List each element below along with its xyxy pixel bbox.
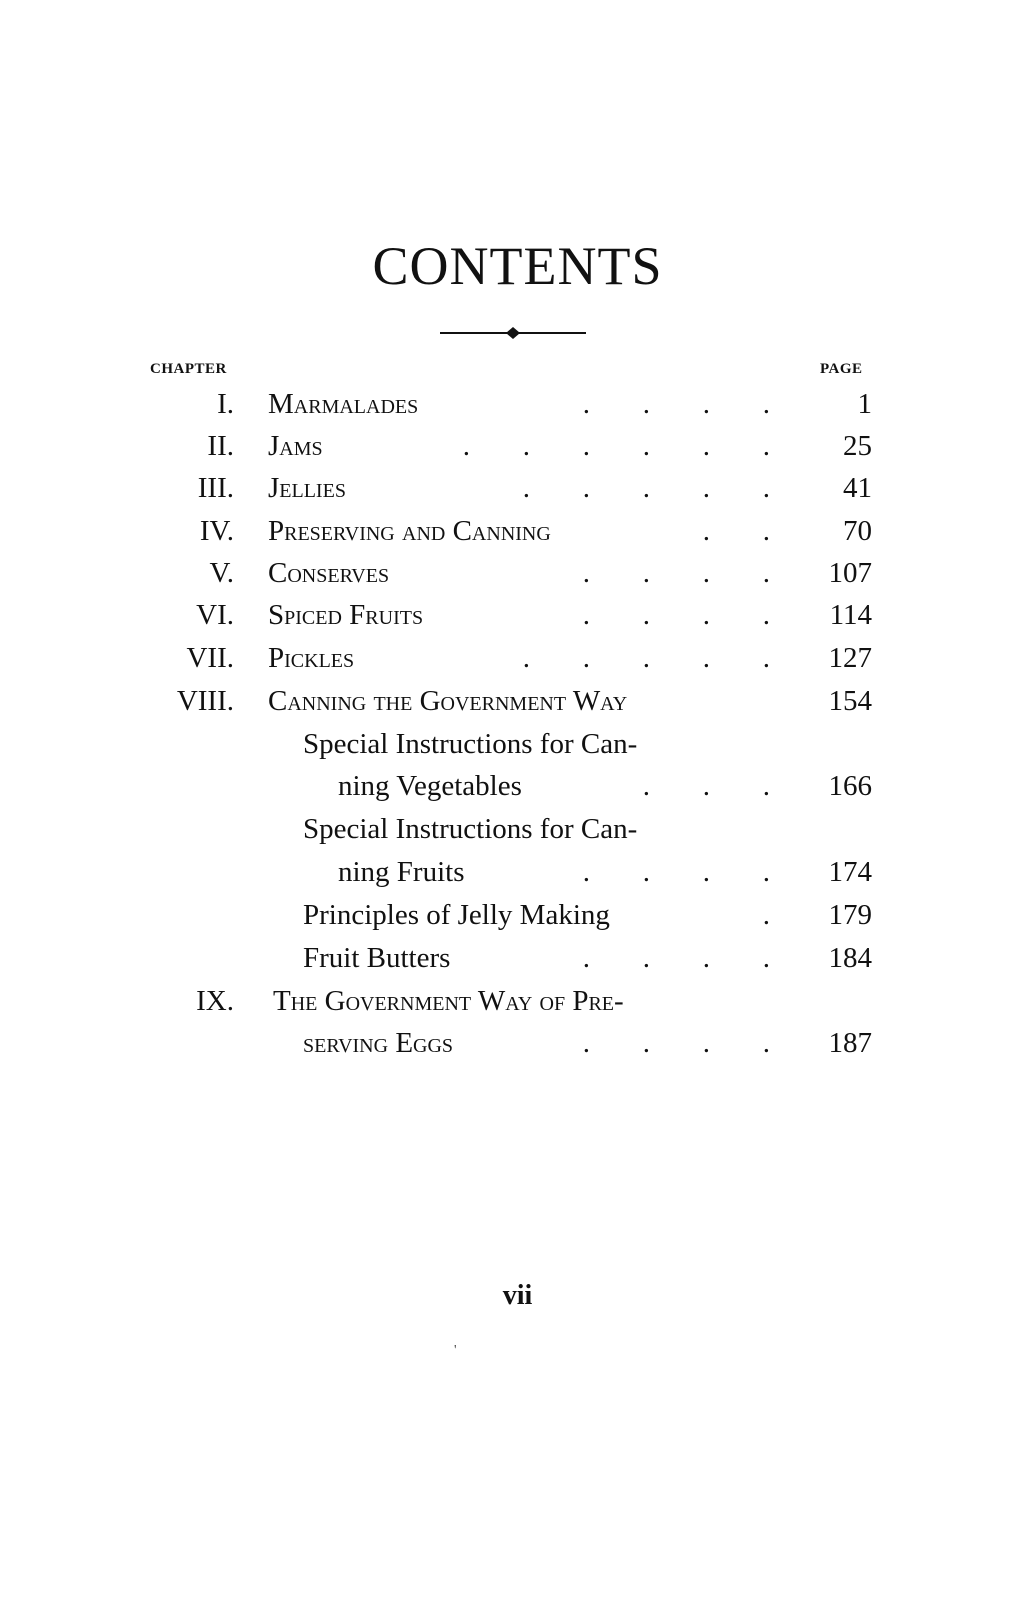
toc-subentry-continued [0,851,1035,893]
chapter-number: VII. [186,642,234,674]
chapter-title: Jellies [268,472,346,504]
toc-subentry [0,894,1035,936]
chapter-title: Jams [268,430,323,462]
subentry-title-line1: Principles of Jelly Making [303,899,610,931]
subentry-title-line1: Fruit Butters [303,942,451,974]
chapter-number: IV. [199,515,234,547]
page-number: 187 [828,1027,872,1059]
chapter-number: VIII. [176,685,234,717]
toc-entry [0,467,1035,509]
toc-subentry [0,808,1035,850]
page-number: 41 [843,472,872,504]
toc-subentry-continued [0,765,1035,807]
leader-dots: . . [702,515,770,547]
subentry-title-line2: ning Vegetables [338,770,522,802]
toc-entry [0,637,1035,679]
leader-dots: . . . . [582,1027,770,1059]
page-number: 25 [843,430,872,462]
chapter-number: IX. [196,985,234,1017]
scan-speck: ' [454,1343,457,1358]
toc-entry [0,510,1035,552]
subentry-title-line1: Special Instructions for Can- [303,728,638,760]
toc-entry [0,552,1035,594]
page-number: 70 [843,515,872,547]
leader-dots: . . . . [582,856,770,888]
chapter-title: Canning the Government Way [268,685,628,717]
toc-entry [0,680,1035,722]
page-number: 154 [828,685,872,717]
leader-dots: . . . . . [522,642,770,674]
ornament-divider [440,326,586,340]
leader-dots: . . . . . . [462,430,770,462]
page-column-header: PAGE [820,361,863,377]
page-number: 107 [828,557,872,589]
toc-entry-continued [0,1022,1035,1064]
chapter-column-header: CHAPTER [150,361,227,377]
chapter-number: II. [207,430,234,462]
chapter-title: Pickles [268,642,355,674]
chapter-title: Spiced Fruits [268,599,424,631]
chapter-title: Conserves [268,557,390,589]
page-title: CONTENTS [372,236,663,296]
page-number: 1 [857,388,872,420]
subentry-title-line2: ning Fruits [338,856,465,888]
page-folio: vii [502,1280,533,1311]
page-number: 114 [829,599,872,631]
chapter-number: III. [197,472,234,504]
toc-subentry [0,723,1035,765]
leader-dots: . . . . [582,599,770,631]
toc-subentry [0,937,1035,979]
chapter-number: V. [209,557,234,589]
chapter-number: I. [217,388,234,420]
chapter-title-line2: serving Eggs [303,1027,454,1059]
leader-dots: . [762,899,770,931]
toc-entry [0,425,1035,467]
leader-dots: . . . . [582,942,770,974]
toc-entry [0,594,1035,636]
leader-dots: . . . . [582,388,770,420]
chapter-title: Marmalades [268,388,419,420]
page-number: 127 [828,642,872,674]
page-number: 179 [828,899,872,931]
page-number: 184 [828,942,872,974]
toc-entry [0,383,1035,425]
chapter-number: VI. [196,599,234,631]
subentry-title-line1: Special Instructions for Can- [303,813,638,845]
chapter-title-line1: The Government Way of Pre- [273,985,624,1017]
toc-entry [0,980,1035,1022]
leader-dots: . . . . [582,557,770,589]
leader-dots: . . . . . [522,472,770,504]
page-number: 174 [828,856,872,888]
page-number: 166 [828,770,872,802]
chapter-title: Preserving and Canning [268,515,551,547]
leader-dots: . . . [642,770,770,802]
